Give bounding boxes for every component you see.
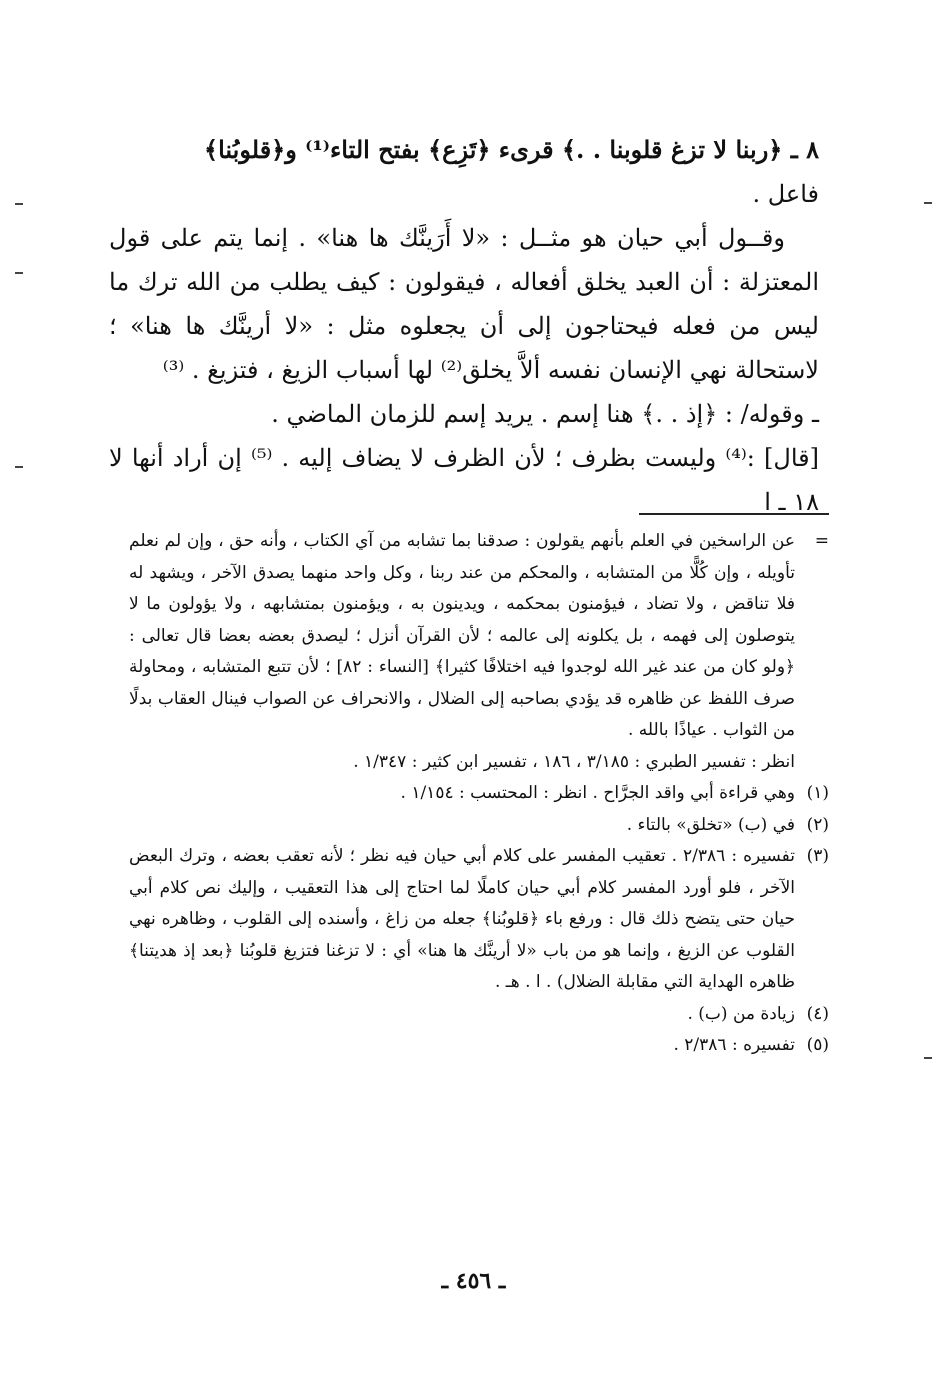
footnote-reference [129, 747, 829, 779]
footnote [129, 810, 829, 842]
footnote [129, 999, 829, 1031]
scan-margin-mark [924, 1057, 932, 1059]
footnote-text: عن الراسخين في العلم بأنهم يقولون : صدقنا بما تشابه من آي الكتاب ، وأنه حق ، وإن لم نعلم تأويله ، وإن كُلًّا من المتشابه ، والمحكم من عند ربنا ، وكل واحد منهما يصدق الآخر ، ويشهد له فلا تناقض ، ولا تضاد ، فيؤمنون بمحكمه ، ويدينون به ، ويؤمنون بمتشابهه ، ولا يؤولون ما لا يتوصلون إلى فهمه ، بل يكلونه إلى عالمه ؛ لأن القرآن أنزل ؛ ليصدق بعضه بعضا قال تعالى : ﴿ولو كان من عند غير الله لوجدوا فيه اختلافًا كثيرا﴾ [النساء : ٨٢] ؛ لأن تتبع المتشابه ، ومحاولة صرف اللفظ عن ظاهره قد يؤدي بصاحبه إلى الضلال ، والانحراف عن الصواب فينال العقاب بدلًا من الثواب . عياذًا بالله . [129, 531, 795, 740]
footnote-number: (١) [806, 783, 829, 803]
scan-margin-mark [15, 466, 23, 468]
footnote-text: انظر : تفسير الطبري : ٣/١٨٥ ، ١٨٦ ، تفسير ابن كثير : ١/٣٤٧ . [353, 751, 795, 772]
scan-margin-mark [924, 202, 932, 204]
footnote-number: (٣) [806, 846, 829, 866]
page-number: ـ ٤٥٦ ـ [441, 1268, 506, 1294]
footnote-marker: = [814, 531, 829, 551]
footnote-number: (٥) [806, 1035, 829, 1055]
scan-margin-mark [15, 272, 23, 274]
scan-margin-mark [15, 203, 23, 205]
footnote-number: (٤) [806, 1003, 829, 1024]
main-text [109, 128, 819, 524]
commentary-paragraph: [قال] :⁽⁴⁾ وليست بظرف ؛ لأن الظرف لا يضاف إليه . ⁽⁵⁾ إن أراد أنها لا ١٨ ـ ا [109, 444, 819, 516]
footnote-text: تفسيره : ٢/٣٨٦ . تعقيب المفسر على كلام أبي حيان فيه نظر ؛ لأنه تعقب بعضه ، وترك البعض الآخر ، فلو أورد المفسر كلام أبي حيان كاملًا لما احتاج إلى هذا التعقيب ، وإليك نص كلام أبي حيان حتى يتضح ذلك قال : ورفع باء ﴿قلوبُنا﴾ جعله من زاغ ، وأسنده إلى القلوب ، وظاهره نهي القلوب عن الزيغ ، وإنما هو من باب «لا أرينَّك ها هنا» أي : لا تزغنا فتزيغ قلوبُنا ﴿بعد إذ هديتنا﴾ ظاهره الهداية التي مقابلة الضلال) . ا . هـ . [129, 846, 795, 992]
commentary-paragraph: ـ وقوله/ : ﴿إذ . .﴾ هنا إسم . يريد إسم للزمان الماضي . [271, 400, 819, 428]
footnote-text: في (ب) «تخلق» بالتاء . [626, 814, 795, 835]
footnote-text: تفسيره : ٢/٣٨٦ . [673, 1035, 795, 1055]
footnote [129, 1030, 829, 1062]
verse-heading-continuation: فاعل . [752, 180, 819, 208]
footnote [129, 841, 829, 999]
footnote-separator [639, 513, 829, 515]
footnote-text: وهي قراءة أبي واقد الجرَّاح . انظر : المحتسب : ١/١٥٤ . [400, 783, 795, 803]
footnote [129, 778, 829, 810]
verse-heading: ٨ ـ ﴿ربنا لا تزغ قلوبنا . .﴾ قرىء ﴿تَزِع﴾ بفتح التاء⁽¹⁾ و﴿قلوبُنا﴾ [204, 135, 819, 164]
commentary-paragraph: وقــول أبي حيان هو مثــل : «لا أَرَينَّك ها هنا» . إنما يتم على قول المعتزلة : أن العبد يخلق أفعاله ، فيقولون : كيف يطلب من الله ترك ما ليس من فعله فيحتاجون إلى أن يجعلوه مثل : «لا أرينَّك ها هنا» ؛ لاستحالة نهي الإنسان نفسه ألاَّ يخلق⁽²⁾ لها أسباب الزيغ ، فتزيغ . ⁽³⁾ [109, 224, 820, 384]
footnote-text: زيادة من (ب) . [687, 1003, 795, 1024]
footnote-number: (٢) [806, 814, 829, 835]
footnotes [129, 526, 829, 1062]
footnote-continued [129, 526, 829, 747]
